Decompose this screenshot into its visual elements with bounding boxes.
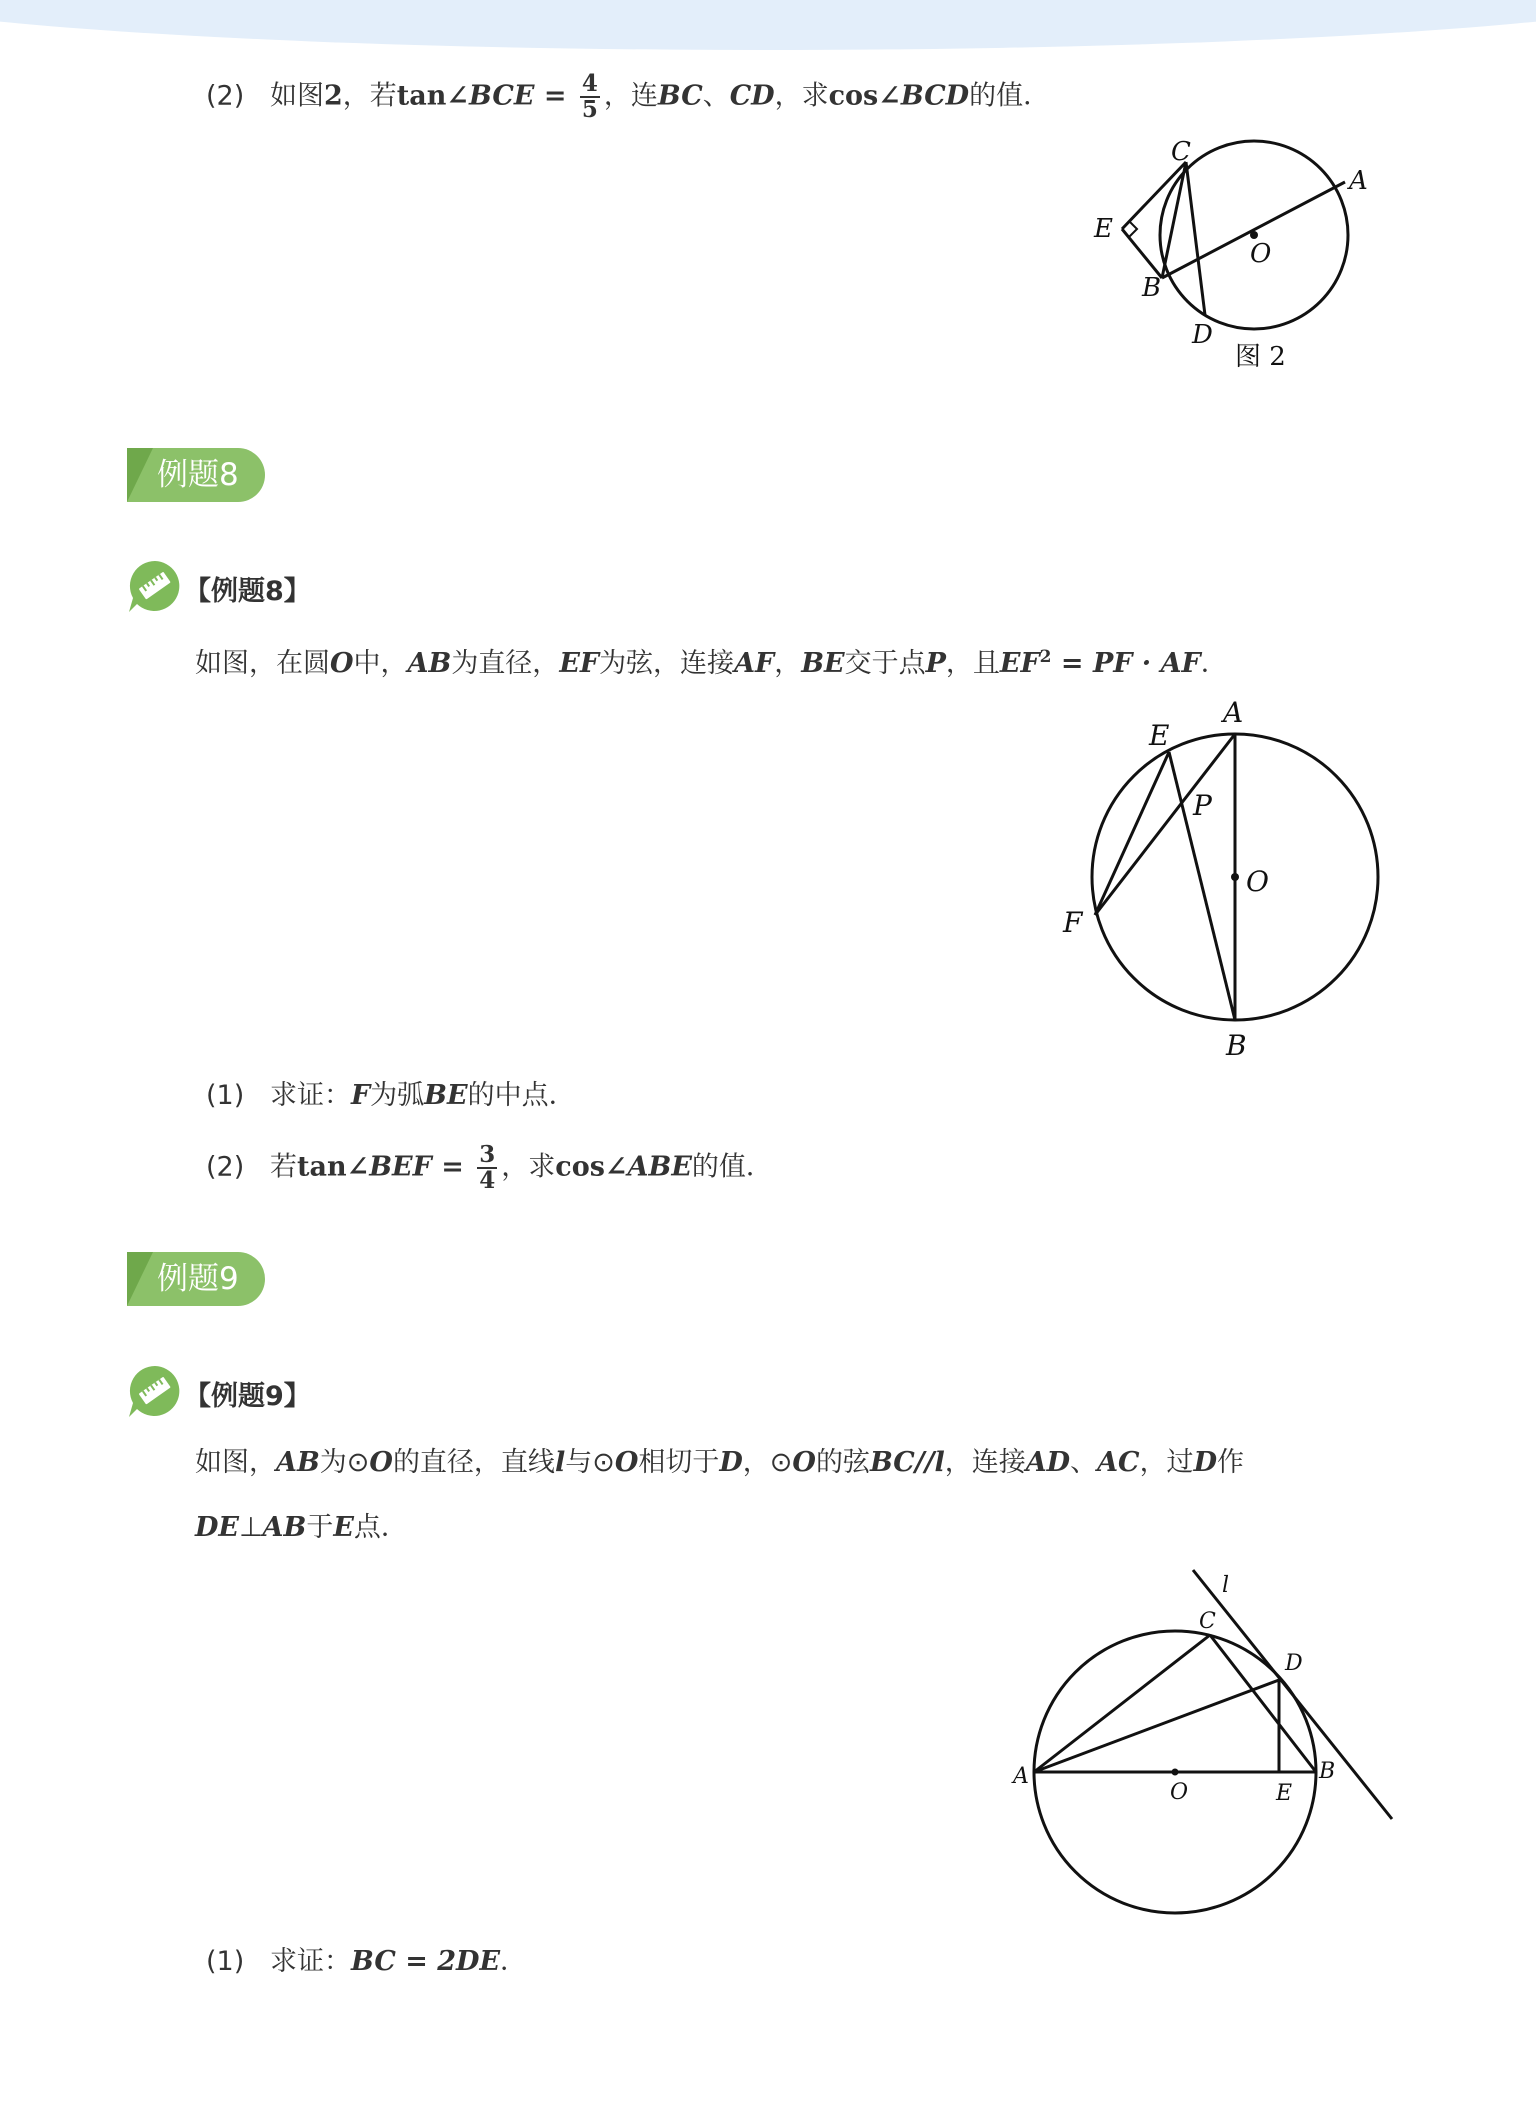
- label-o: O: [1250, 239, 1272, 269]
- label-p: P: [1193, 789, 1212, 822]
- line-ce: [1122, 162, 1186, 229]
- chord-ac: [1034, 1635, 1210, 1772]
- pencil-ruler-icon: [127, 1363, 183, 1419]
- label-b: B: [1226, 1029, 1247, 1062]
- label-d: D: [1285, 1651, 1303, 1676]
- example8-diagram: [1050, 690, 1380, 1070]
- figure-caption: 图 2: [1235, 342, 1286, 372]
- label-b: B: [1142, 273, 1162, 303]
- label-c: C: [1171, 137, 1191, 167]
- label-a: A: [1223, 696, 1244, 729]
- center-dot: [1172, 1769, 1179, 1776]
- tag-shade: [127, 448, 153, 502]
- header-band: [0, 0, 1536, 50]
- prev-q2: (2) 如图2，若tan∠BCE = $\frac{4}{5}$ ，连BC、CD，求cos∠BCD的值．: [206, 70, 1051, 123]
- label-f: F: [1063, 906, 1083, 939]
- right-angle-mark: [1129, 221, 1137, 237]
- label-e: E: [1149, 719, 1170, 752]
- line-eb: [1122, 229, 1162, 278]
- fraction-3-4: $\frac{3}{4}$: [479, 1141, 496, 1194]
- label-d: D: [1192, 320, 1213, 350]
- chord-ad: [1034, 1680, 1279, 1772]
- tangent-line-l: [1193, 1570, 1392, 1819]
- tag-shade: [127, 1252, 153, 1306]
- label-b: B: [1319, 1759, 1336, 1784]
- pencil-ruler-icon: [127, 558, 183, 614]
- example9-diagram: [1000, 1560, 1400, 1920]
- line-cb: [1162, 162, 1186, 278]
- example8-stem: 如图，在圆O中，AB为直径，EF为弦，连接AF，BE交于点P，且$EF^2$ = PF · AF．: [195, 647, 1228, 679]
- fraction-4-5: $\frac{4}{5}$: [581, 70, 598, 123]
- example9-title: 【例题9】: [184, 1381, 311, 1412]
- example9-q1: (1) 求证：BC = 2DE．: [206, 1946, 528, 1977]
- example8-title: 【例题8】: [184, 576, 311, 607]
- label-c: C: [1199, 1609, 1216, 1634]
- example8-q2: (2) 若tan∠BEF = $\frac{3}{4}$ ，求cos∠ABE的值．: [206, 1141, 773, 1194]
- label-o: O: [1246, 865, 1269, 898]
- example8-q1: (1) 求证：F为弧BE的中点．: [206, 1080, 576, 1111]
- label-a: A: [1349, 166, 1368, 196]
- label-e: E: [1094, 214, 1113, 244]
- label-e: E: [1276, 1781, 1293, 1806]
- label-o: O: [1170, 1780, 1189, 1805]
- line-cd: [1186, 162, 1205, 315]
- center-dot: [1250, 231, 1258, 239]
- figure-2-diagram: [1080, 130, 1380, 380]
- label-a: A: [1013, 1764, 1029, 1789]
- section-tag-example9: 例题9: [127, 1252, 265, 1306]
- example9-stem-line2: DE⊥AB于E点．: [195, 1512, 408, 1543]
- label-l: l: [1222, 1573, 1230, 1598]
- example9-stem-line1: 如图，AB为⊙O的直径，直线l与⊙O相切于D，⊙O的弦BC//l，连接AD、AC，过D作: [195, 1447, 1244, 1478]
- center-dot: [1231, 873, 1239, 881]
- section-tag-example8: 例题8: [127, 448, 265, 502]
